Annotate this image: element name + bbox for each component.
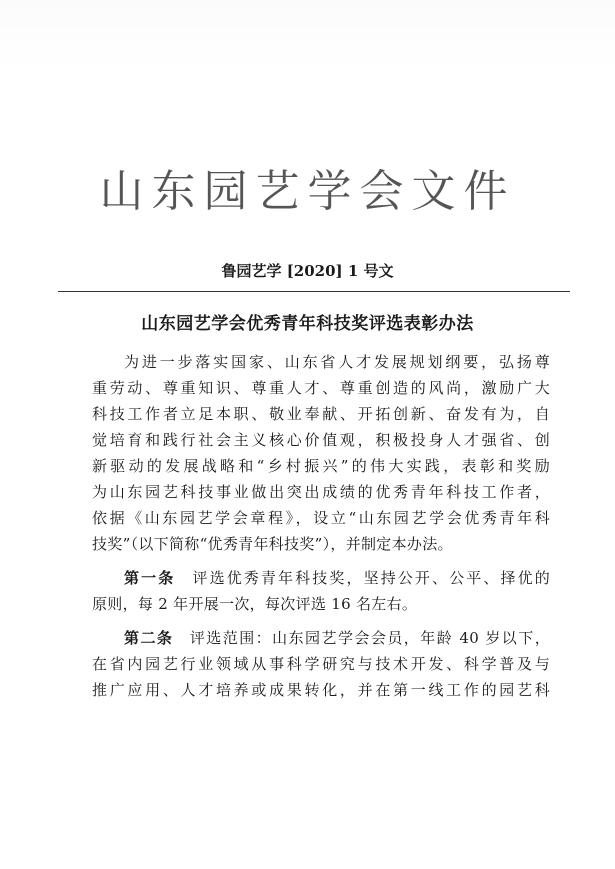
article-1-label: 第一条 — [124, 569, 176, 587]
paragraph-gap — [92, 557, 550, 565]
article-2-line-2: 在省内园艺行业领域从事科学研究与技术开发、科学普及与 — [92, 655, 550, 673]
document-title: 山东园艺学会优秀青年科技奖评选表彰办法 — [141, 314, 474, 334]
article-1-line — [92, 565, 550, 591]
body-line: 新驱动的发展战略和“乡村振兴”的伟大实践，表彰和奖励 — [92, 457, 550, 475]
document-number: 鲁园艺学 [2020] 1 号文 — [221, 262, 394, 280]
body-line: 觉培育和践行社会主义核心价值观，积极投身人才强省、创 — [92, 431, 550, 449]
body-line: 重劳动、尊重知识、尊重人才、尊重创造的风尚，激励广大 — [92, 379, 550, 397]
body-line: 技奖”（以下简称“优秀青年科技奖”），并制定本办法。 — [92, 535, 453, 553]
header-divider — [58, 291, 570, 292]
article-2-line — [92, 625, 550, 651]
body-line: 为进一步落实国家、山东省人才发展规划纲要，弘扬尊 — [124, 353, 550, 371]
article-2-text: 评选范围：山东园艺学会会员，年龄 40 岁以下， — [188, 629, 550, 647]
org-header-title: 山东园艺学会文件 — [99, 166, 516, 217]
document-body — [92, 349, 550, 703]
body-line: 依据《山东园艺学会章程》，设立“山东园艺学会优秀青年科 — [92, 509, 550, 527]
article-2-line-3: 推广应用、人才培养或成果转化，并在第一线工作的园艺科 — [92, 681, 550, 699]
body-line: 为山东园艺科技事业做出突出成绩的优秀青年科技工作者， — [92, 483, 550, 501]
article-1-line-2: 原则，每 2 年开展一次，每次评选 16 名左右。 — [92, 595, 418, 613]
body-line: 科技工作者立足本职、敬业奉献、开拓创新、奋发有为，自 — [92, 405, 550, 423]
article-2-label: 第二条 — [124, 629, 174, 647]
article-1-text: 评选优秀青年科技奖，坚持公开、公平、择优的 — [190, 569, 550, 587]
paragraph-gap — [92, 617, 550, 625]
